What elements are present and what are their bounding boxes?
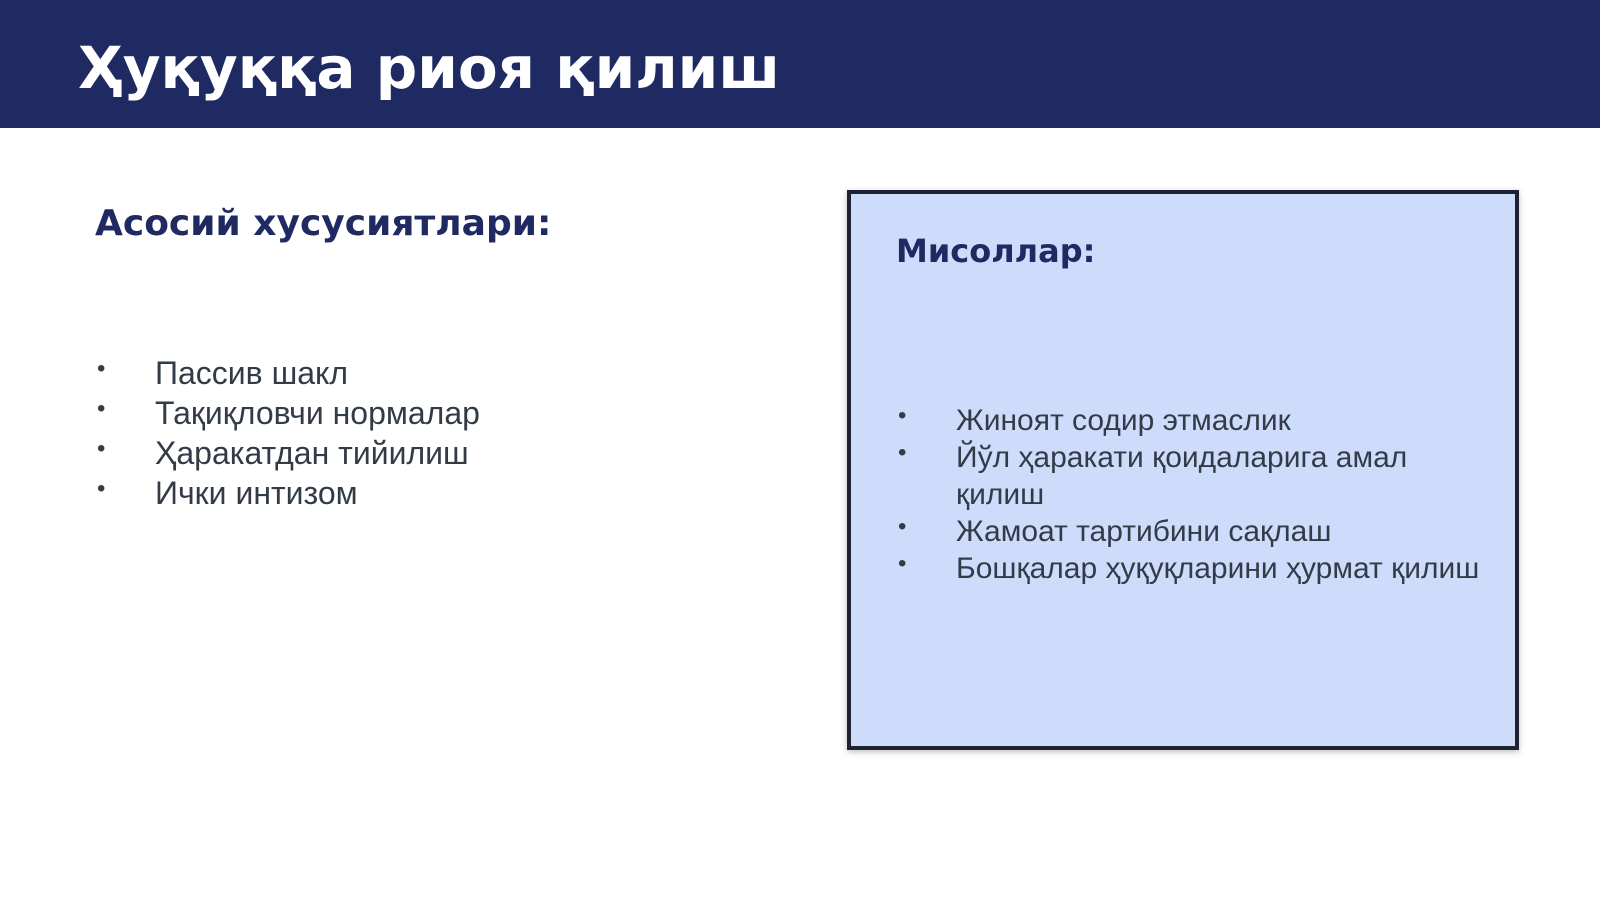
bullet-icon: • xyxy=(97,475,106,502)
list-item xyxy=(896,402,1486,439)
examples-box xyxy=(847,190,1519,750)
list-item xyxy=(95,473,480,513)
examples-heading: Мисоллар: xyxy=(896,232,1096,270)
list-item xyxy=(95,433,480,473)
list-item-text: Йўл ҳаракати қоидаларига амал қилиш xyxy=(956,441,1408,511)
list-item-text: Тақиқловчи нормалар xyxy=(155,395,480,431)
list-item-text: Жиноят содир этмаслик xyxy=(956,404,1291,437)
list-item-text: Пассив шакл xyxy=(155,355,349,391)
bullet-icon: • xyxy=(898,439,907,466)
bullet-icon: • xyxy=(97,355,106,382)
bullet-icon: • xyxy=(898,402,907,429)
slide-title: Ҳуқуққа риоя қилиш xyxy=(78,34,780,102)
bullet-icon: • xyxy=(97,395,106,422)
list-item xyxy=(95,353,480,393)
list-item-text: Жамоат тартибини сақлаш xyxy=(956,515,1332,548)
list-item xyxy=(896,439,1486,513)
list-item xyxy=(95,393,480,433)
examples-list xyxy=(896,402,1486,587)
bullet-icon: • xyxy=(898,513,907,540)
features-heading: Асосий хусусиятлари: xyxy=(95,203,552,244)
bullet-icon: • xyxy=(97,435,106,462)
bullet-icon: • xyxy=(898,550,907,577)
list-item xyxy=(896,513,1486,550)
features-list xyxy=(95,353,480,513)
list-item xyxy=(896,550,1486,587)
list-item-text: Бошқалар ҳуқуқларини ҳурмат қилиш xyxy=(956,552,1480,585)
title-bar xyxy=(0,0,1600,128)
list-item-text: Ички интизом xyxy=(155,475,358,511)
list-item-text: Ҳаракатдан тийилиш xyxy=(155,435,469,471)
